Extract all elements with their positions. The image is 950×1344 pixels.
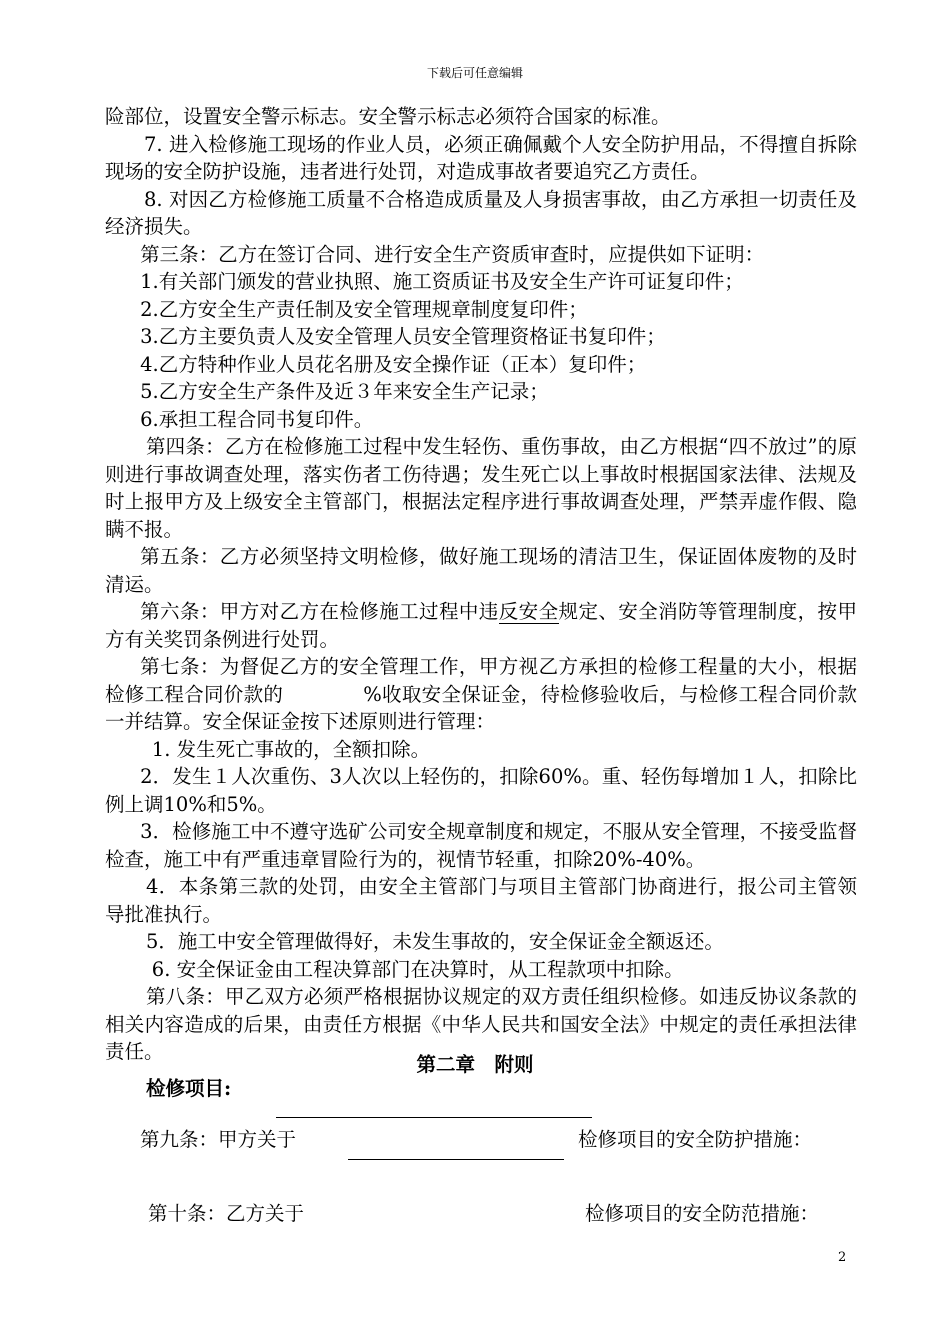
paragraph — [105, 653, 857, 736]
paragraph: 第五条：乙方必须坚持文明检修，做好施工现场的清洁卫生，保证固体废物的及时清运。 — [105, 545, 857, 596]
paragraph: 7. 进入检修施工现场的作业人员，必须正确佩戴个人安全防护用品，不得擅自拆除现场的安全防护设施，违者进行处罚，对造成事故者要追究乙方责任。 — [105, 132, 857, 183]
list-item: 4．本条第三款的处罚，由安全主管部门与项目主管部门协商进行，报公司主管领导批准执行。 — [105, 875, 857, 926]
chapter-title: 第二章 附则 — [416, 1053, 534, 1076]
list-item: 1.有关部门颁发的营业执照、施工资质证书及安全生产许可证复印件； — [140, 270, 744, 293]
text-run: 规定、安全消防等管理制度，按甲方有关奖罚条例进行处罚。 — [105, 600, 857, 651]
list-item: 6. 安全保证金由工程决算部门在决算时，从工程款项中扣除。 — [151, 957, 684, 981]
list-item: 2.乙方安全生产责任制及安全管理规章制度复印件； — [140, 297, 588, 321]
paragraph: 第三条：乙方在签订合同、进行安全生产资质审查时，应提供如下证明： — [140, 242, 765, 266]
clause10-suffix: 检修项目的安全防范措施： — [585, 1202, 820, 1225]
list-item: 4.乙方特种作业人员花名册及安全操作证（正本）复印件； — [140, 352, 647, 376]
paragraph: 第四条：乙方在检修施工过程中发生轻伤、重伤事故，由乙方根据“四不放过”的原则进行事故调查处理，落实伤者工伤待遇；发生死亡以上事故时根据国家法律、法规及时上报甲方及上级安全主管部门，根据法定程序进行事故调查处理，严禁弄虚作假、隐瞒不报。 — [105, 435, 857, 541]
list-item: 5.乙方安全生产条件及近３年来安全生产记录； — [140, 380, 549, 403]
clause10-prefix: 第十条：乙方关于 — [148, 1202, 305, 1225]
text-run: 第六条：甲方对乙方在检修施工过程中违 — [140, 600, 499, 623]
list-item: 6.承担工程合同书复印件。 — [140, 407, 374, 431]
project-label: 检修项目: — [146, 1077, 232, 1100]
paragraph: 8. 对因乙方检修施工质量不合格造成质量及人身损害事故，由乙方承担一切责任及经济损失。 — [105, 187, 857, 238]
list-item: 3.乙方主要负责人及安全管理人员安全管理资格证书复印件； — [140, 325, 666, 348]
paragraph — [105, 598, 857, 653]
page-header: 下载后可任意编辑 — [426, 66, 523, 80]
document-body — [105, 103, 857, 1066]
paragraph: 险部位，设置安全警示标志。安全警示标志必须符合国家的标准。 — [105, 105, 671, 128]
list-item: 3．检修施工中不遵守选矿公司安全规章制度和规定，不服从安全管理，不接受监督检查，施工中有严重违章冒险行为的，视情节轻重，扣除20%-40%。 — [105, 820, 857, 871]
project-name-blank-line — [276, 1117, 592, 1118]
list-item: 2．发生１人次重伤、3人次以上轻伤的，扣除60%。重、轻伤每增加１人，扣除比例上调10%和5%。 — [105, 765, 857, 816]
clause9-blank-line — [348, 1159, 564, 1160]
paragraph: 第八条：甲乙双方必须严格根据协议规定的双方责任组织检修。如违反协议条款的相关内容造成的后果，由责任方根据《中华人民共和国安全法》中规定的责任承担法律责任。 — [105, 985, 857, 1063]
underlined-text: 反安全 — [498, 600, 559, 623]
page-number: 2 — [838, 1250, 847, 1265]
clause9-suffix: 检修项目的安全防护措施： — [578, 1128, 813, 1151]
list-item: 5．施工中安全管理做得好，未发生事故的，安全保证金全额返还。 — [145, 930, 724, 953]
text-run: %收取安全保证金，待检修验收后，与检修工程合同价款一并结算。安全保证金按下述原则进行管理： — [105, 682, 857, 733]
text-run: 第七条：为督促乙方的安全管理工作，甲方视乙方承担的检修工程量的大小，根据检修工程合同价款的 — [105, 655, 857, 706]
clause9-prefix: 第九条：甲方关于 — [140, 1128, 297, 1151]
list-item: 1. 发生死亡事故的，全额扣除。 — [151, 737, 431, 761]
